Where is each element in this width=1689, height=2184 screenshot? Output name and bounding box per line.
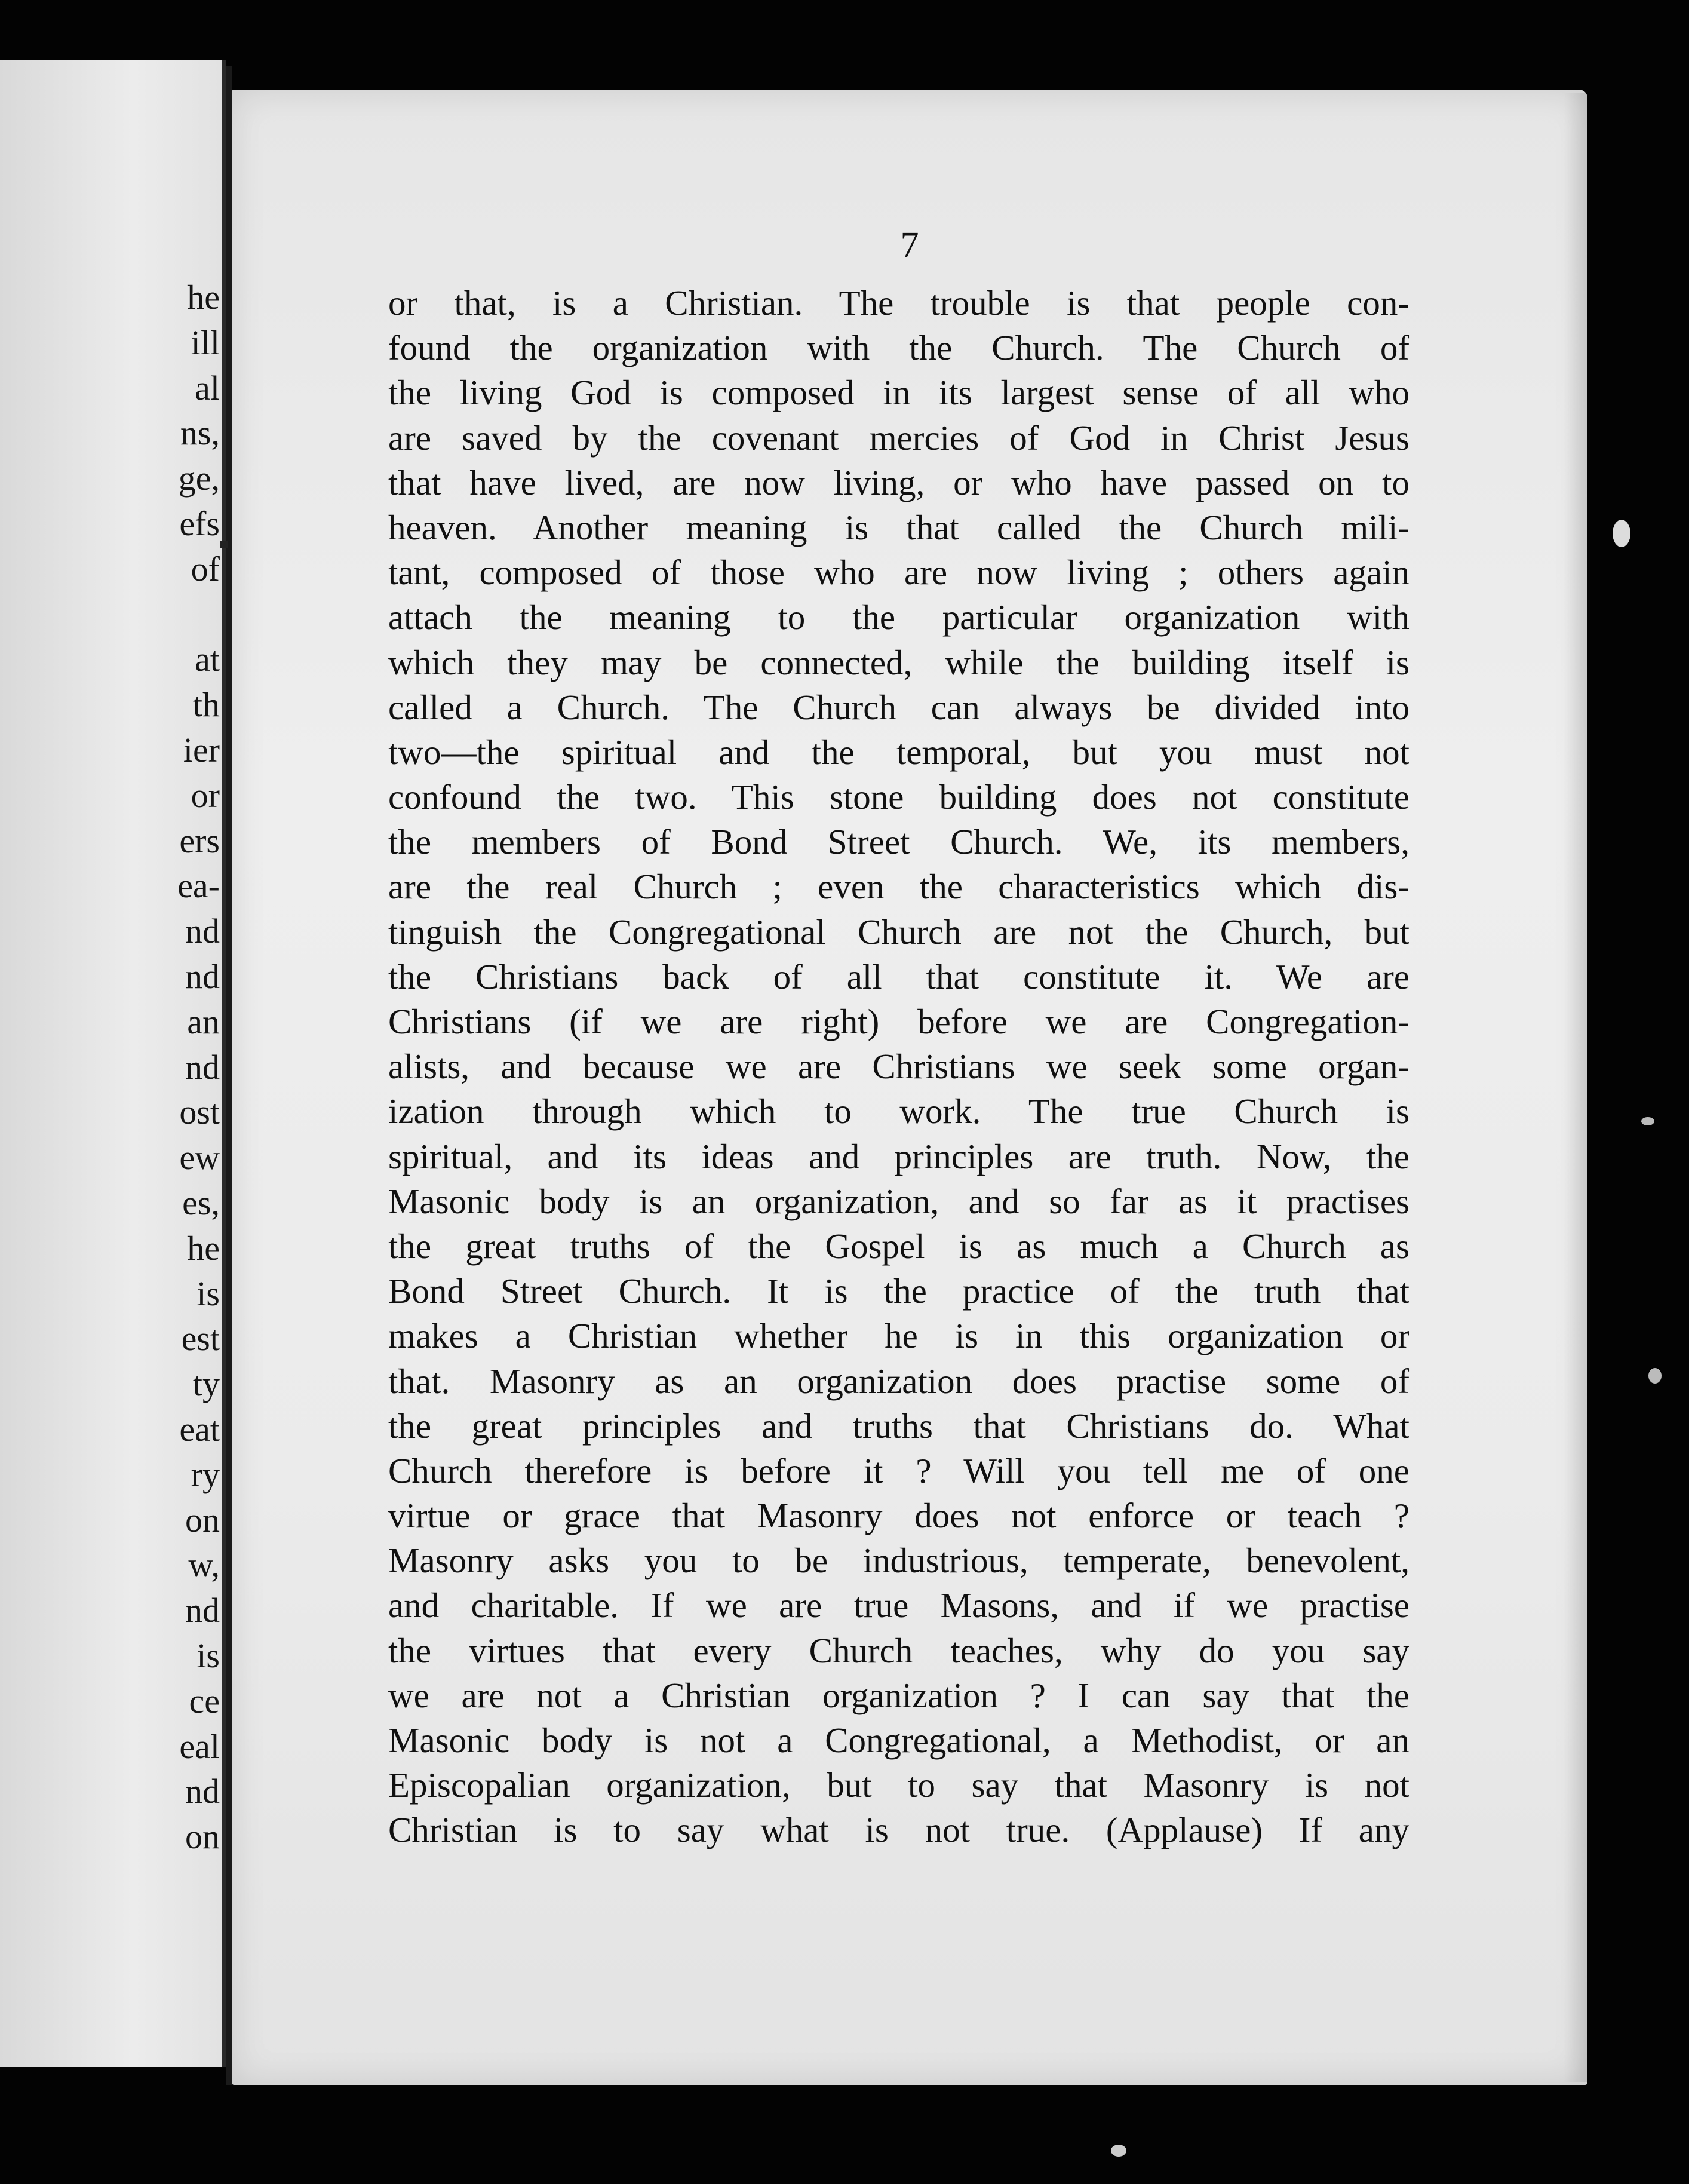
book-gutter: [226, 66, 232, 2085]
facing-page-line-ending: ge,: [178, 459, 220, 498]
text-line: attach the meaning to the particular organization with: [388, 597, 1409, 637]
text-line: virtue or grace that Masonry does not enforce or teach ?: [388, 1496, 1409, 1536]
text-line: confound the two. This stone building does not constitute: [388, 777, 1409, 817]
text-line: or that, is a Christian. The trouble is that people con-: [388, 283, 1409, 323]
text-line: the living God is composed in its largest sense of all who: [388, 373, 1409, 413]
text-line: tant, composed of those who are now living ; others again: [388, 553, 1409, 593]
text-line: two—the spiritual and the temporal, but you must not: [388, 732, 1409, 772]
text-line: ization through which to work. The true Church is: [388, 1091, 1409, 1131]
facing-page-line-ending: eal: [179, 1726, 220, 1766]
facing-page-line-ending: or: [191, 775, 220, 815]
facing-page-line-ending: nd: [185, 1772, 220, 1811]
facing-page-line-ending: est: [181, 1319, 220, 1358]
text-line: the Christians back of all that constitute it. We are: [388, 956, 1409, 996]
facing-page-line-ending: [177, 592, 220, 637]
text-line: that have lived, are now living, or who have passed on to: [388, 462, 1409, 502]
facing-page-line-ending: an: [187, 1002, 220, 1041]
scan-artifact: [1111, 2145, 1126, 2157]
text-line: we are not a Christian organization ? I can say that the: [388, 1675, 1409, 1715]
scan-artifact: [220, 541, 228, 548]
facing-page-line-ending: es,: [182, 1183, 220, 1222]
text-line: found the organization with the Church. The Church of: [388, 328, 1409, 368]
text-line: Christian is to say what is not true. (Applause) If any: [388, 1810, 1409, 1850]
text-line: spiritual, and its ideas and principles are truth. Now, the: [388, 1136, 1409, 1176]
text-line: the members of Bond Street Church. We, its members,: [388, 822, 1409, 862]
text-line: Church therefore is before it ? Will you tell me of one: [388, 1450, 1409, 1490]
text-line: alists, and because we are Christians we seek some organ-: [388, 1047, 1409, 1087]
facing-page-line-ending: at: [195, 640, 220, 679]
text-line: the virtues that every Church teaches, why do you say: [388, 1630, 1409, 1670]
facing-page-line-ending: nd: [185, 1047, 220, 1087]
facing-page-line-ending: ers: [179, 821, 220, 860]
facing-page-line-ending: ns,: [180, 413, 220, 453]
page-number: 7: [900, 225, 919, 266]
book-page: [232, 90, 1587, 2085]
facing-page-line-ending: nd: [185, 1591, 220, 1630]
text-line: the great truths of the Gospel is as much a Church as: [388, 1226, 1409, 1266]
text-line: that. Masonry as an organization does practise some of: [388, 1361, 1409, 1401]
text-line: are saved by the covenant mercies of God in Christ Jesus: [388, 418, 1409, 458]
text-line: and charitable. If we are true Masons, and if we practise: [388, 1585, 1409, 1625]
facing-page-fragment: [0, 60, 226, 2067]
facing-page-line-ending: on: [185, 1817, 220, 1857]
text-line: called a Church. The Church can always be divided into: [388, 687, 1409, 727]
text-line: Masonic body is not a Congregational, a Methodist, or an: [388, 1720, 1409, 1760]
facing-page-line-ending: on: [185, 1500, 220, 1539]
facing-page-line-ending: of: [191, 549, 220, 588]
facing-page-line-ending: ost: [179, 1093, 220, 1132]
text-line: are the real Church ; even the characteristics which dis-: [388, 867, 1409, 907]
text-line: Christians (if we are right) before we are Congregation-: [388, 1002, 1409, 1041]
facing-page-line-ending: is: [196, 1636, 220, 1675]
facing-page-line-ending: nd: [185, 956, 220, 996]
facing-page-line-endings: [177, 275, 220, 1860]
text-line: Masonry asks you to be industrious, temperate, benevolent,: [388, 1541, 1409, 1581]
scan-artifact: [1648, 1368, 1662, 1384]
text-line: tinguish the Congregational Church are not the Church, but: [388, 912, 1409, 952]
facing-page-line-ending: th: [192, 685, 220, 725]
text-line: Masonic body is an organization, and so far as it practises: [388, 1181, 1409, 1221]
scan-artifact: [1613, 520, 1630, 547]
facing-page-line-ending: ier: [183, 730, 220, 769]
facing-page-line-ending: ce: [189, 1681, 220, 1720]
facing-page-line-ending: is: [196, 1274, 220, 1313]
facing-page-line-ending: nd: [185, 912, 220, 951]
facing-page-line-ending: ea-: [177, 866, 220, 906]
facing-page-line-ending: ew: [179, 1138, 220, 1177]
facing-page-line-ending: ill: [191, 323, 220, 362]
facing-page-line-ending: ty: [192, 1364, 220, 1404]
scan-artifact: [1641, 1117, 1654, 1125]
facing-page-line-ending: eat: [179, 1409, 220, 1449]
text-line: heaven. Another meaning is that called the Church mili-: [388, 507, 1409, 547]
text-line: the great principles and truths that Christians do. What: [388, 1406, 1409, 1446]
body-text: [388, 281, 1409, 1853]
text-line: makes a Christian whether he is in this organization or: [388, 1316, 1409, 1356]
text-line: Bond Street Church. It is the practice of the truth that: [388, 1271, 1409, 1311]
facing-page-line-ending: al: [195, 368, 220, 407]
facing-page-line-ending: he: [187, 1228, 220, 1268]
text-line: Episcopalian organization, but to say that Masonry is not: [388, 1765, 1409, 1805]
facing-page-line-ending: he: [187, 278, 220, 317]
facing-page-line-ending: efs: [179, 504, 220, 543]
text-line: which they may be connected, while the building itself is: [388, 642, 1409, 682]
facing-page-line-ending: w,: [188, 1545, 220, 1585]
facing-page-line-ending: ry: [191, 1455, 220, 1494]
